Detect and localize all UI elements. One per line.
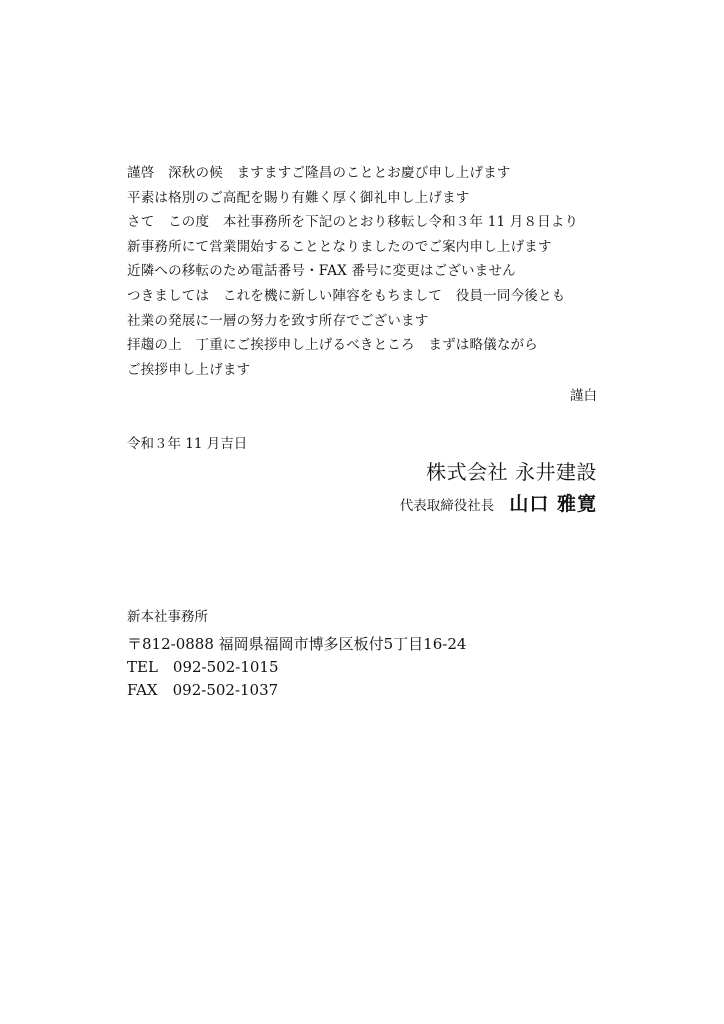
representative [400, 489, 597, 516]
body-line: 平素は格別のご高配を賜り有難く厚く御礼申し上げます [127, 189, 470, 206]
body-line: つきましては これを機に新しい陣容をもちまして 役員一同今後とも [127, 287, 566, 304]
body-line: 近隣への移転のため電話番号・FAX 番号に変更はございません [127, 263, 516, 280]
body-line: 拝趨の上 丁重にご挨拶申し上げるべきところ まずは略儀ながら [127, 337, 538, 354]
body-line: 社業の発展に一層の努力を致す所存でございます [127, 312, 429, 329]
company-name: 株式会社 永井建設 [426, 460, 597, 484]
office-address: 〒812-0888 福岡県福岡市博多区板付5丁目16-24 [127, 635, 467, 653]
office-tel: TEL 092-502-1015 [127, 658, 279, 676]
office-contact [127, 633, 466, 702]
letter-date: 令和３年 11 月吉日 [127, 436, 248, 452]
body-line: さて この度 本社事務所を下記のとおり移転し令和３年 11 月８日より [127, 214, 579, 231]
representative-title: 代表取締役社長 [399, 498, 495, 514]
body-line: 新事務所にて営業開始することとなりましたのでご案内申し上げます [127, 238, 552, 255]
letter-body [127, 161, 602, 382]
closing-salutation: 謹白 [570, 388, 597, 404]
representative-name: 山口 雅寛 [509, 493, 597, 515]
office-heading: 新本社事務所 [127, 609, 208, 625]
office-fax: FAX 092-502-1037 [127, 681, 279, 699]
body-line: 謹啓 深秋の候 ますますご隆昌のこととお慶び申し上げます [127, 165, 511, 181]
body-line: ご挨拶申し上げます [127, 361, 251, 378]
